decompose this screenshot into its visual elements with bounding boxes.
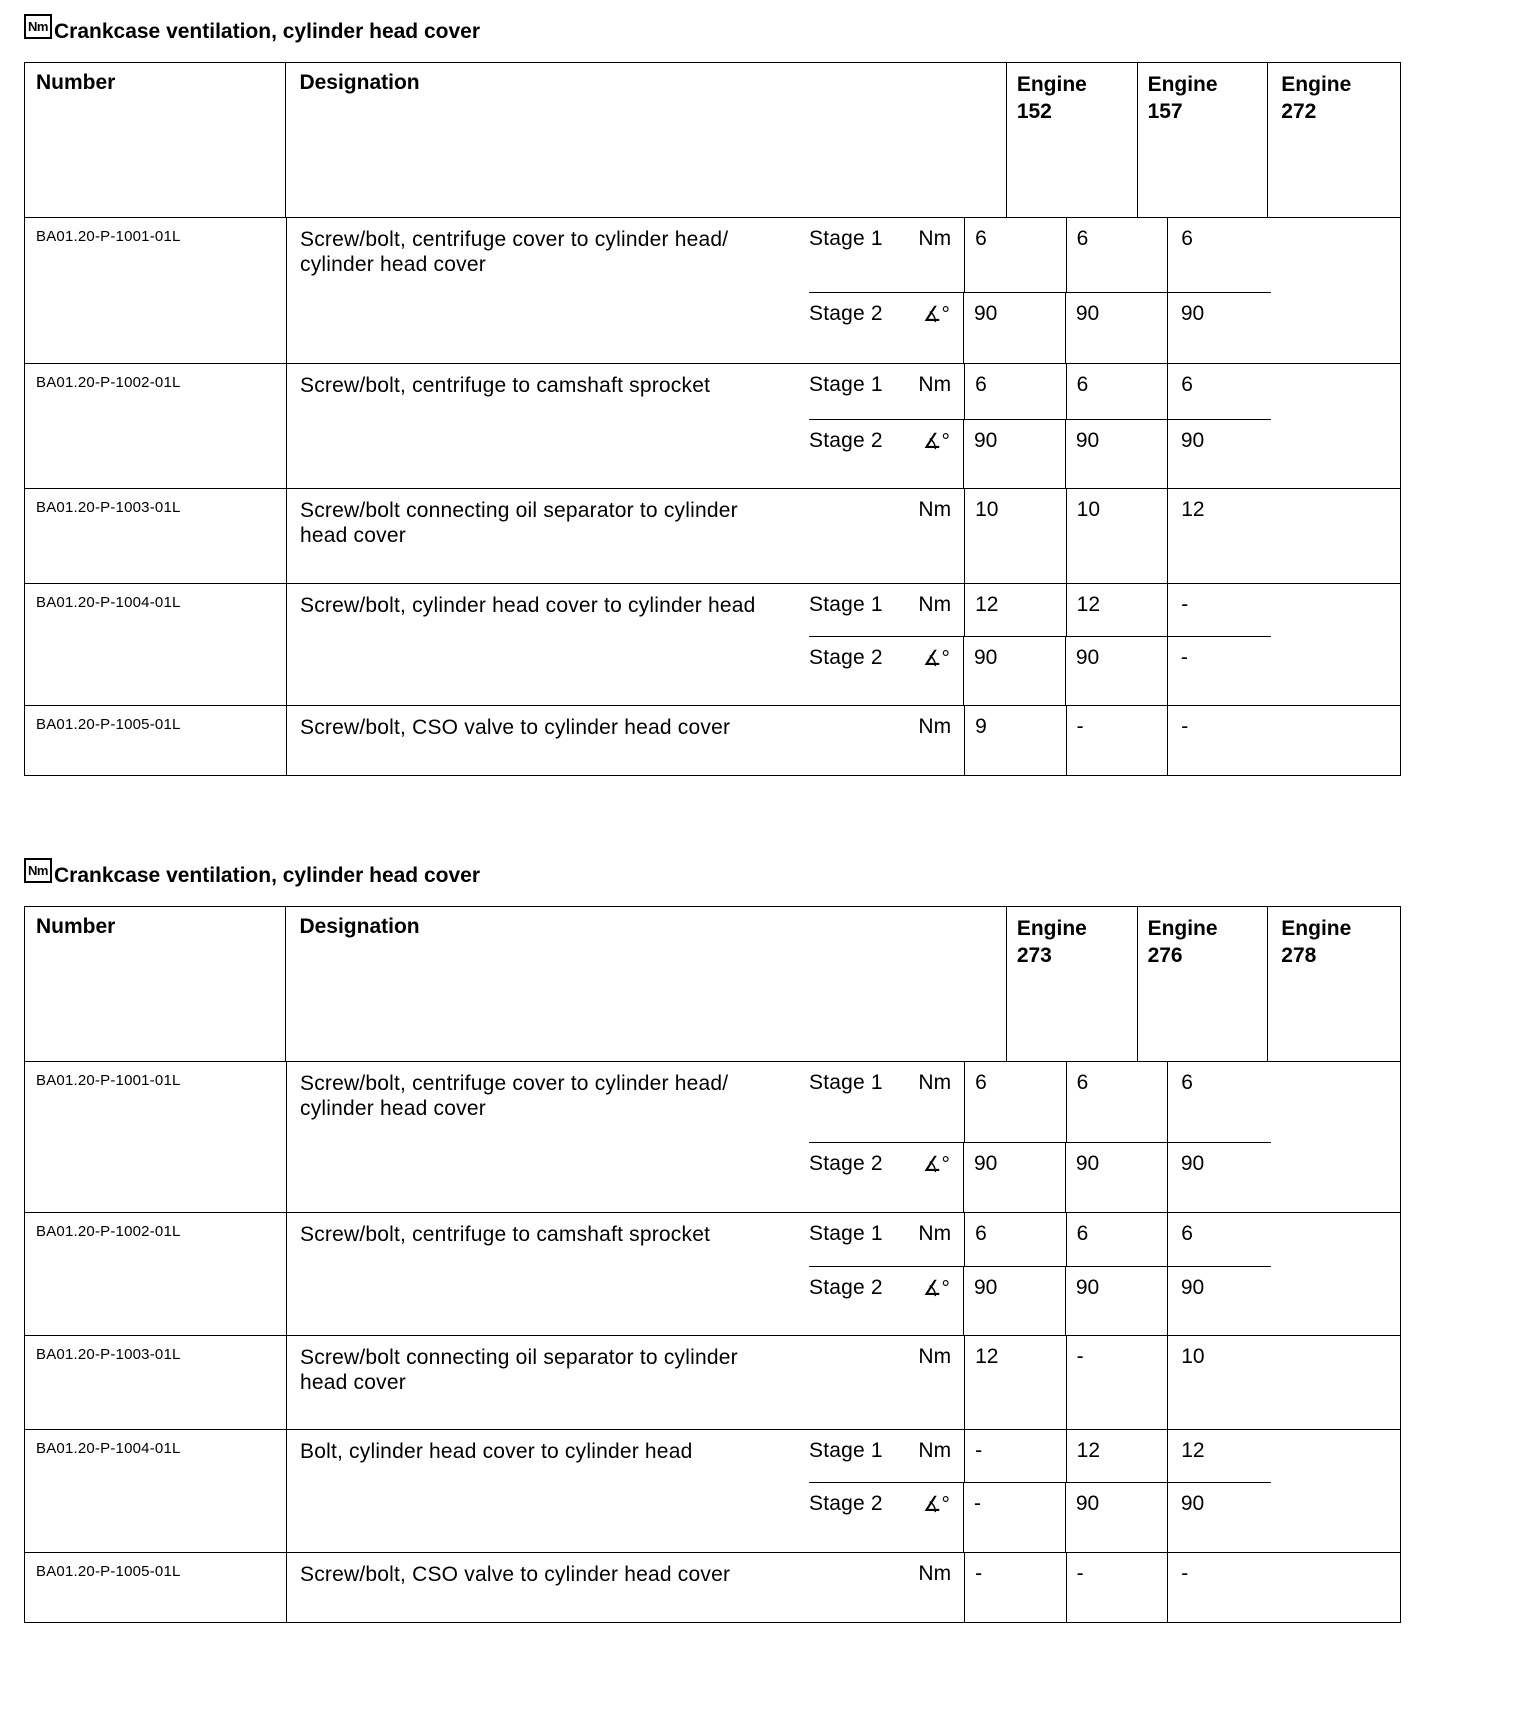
stage-label: Stage 2 — [809, 1275, 883, 1299]
header-designation: Designation — [286, 907, 1006, 1061]
designation — [287, 1213, 809, 1335]
angle-unit-icon: ∡° — [919, 1267, 964, 1335]
torque-table — [24, 62, 1401, 776]
value-engine-278: 6 — [1181, 1071, 1193, 1094]
designation-line: head cover — [300, 1371, 406, 1394]
value-engine-157: 6 — [1067, 218, 1169, 292]
designation-line: Screw/bolt, centrifuge to camshaft sprocket — [300, 1223, 711, 1246]
value-engine-276: 90 — [1066, 1143, 1168, 1212]
part-number: BA01.20-P-1004-01L — [25, 584, 287, 705]
value-engine-152: 12 — [965, 584, 1067, 636]
designation — [287, 706, 809, 775]
stage-label: Stage 1 — [809, 227, 883, 250]
designation-line: cylinder head cover — [300, 253, 486, 276]
designation-line: Screw/bolt, centrifuge to camshaft sprocket — [300, 374, 711, 397]
torque-unit: Nm — [918, 1553, 965, 1622]
nm-torque-icon: Nm — [24, 858, 52, 883]
value-engine-273: - — [965, 1553, 1067, 1622]
stage-row — [809, 218, 1271, 293]
stage-label: Stage 2 — [809, 302, 883, 326]
stage-row — [809, 1062, 1271, 1143]
table-row — [25, 1062, 1400, 1213]
header-engine-278 — [1268, 907, 1400, 1061]
table-row — [25, 584, 1400, 706]
header-engine-152 — [1007, 63, 1138, 217]
part-number: BA01.20-P-1002-01L — [25, 1213, 287, 1335]
value-engine-276: - — [1067, 1553, 1169, 1622]
part-number: BA01.20-P-1001-01L — [25, 1062, 287, 1212]
designation — [287, 584, 809, 705]
table-row — [25, 1430, 1400, 1553]
value-engine-152: 9 — [965, 706, 1067, 775]
value-engine-276: 90 — [1066, 1483, 1168, 1552]
stage-values — [809, 364, 1271, 488]
designation — [287, 218, 809, 363]
table-row — [25, 1336, 1400, 1430]
header-engine-label: Engine — [1147, 73, 1218, 96]
value-engine-157: 10 — [1067, 489, 1169, 583]
angle-unit-icon: ∡° — [919, 1143, 964, 1212]
value-engine-278: - — [1181, 1562, 1189, 1585]
designation-line: Screw/bolt connecting oil separator to cylinder — [300, 499, 738, 522]
stage-label: Stage 1 — [809, 1222, 883, 1245]
header-engine-157 — [1138, 63, 1269, 217]
value-engine-272: - — [1181, 715, 1189, 738]
stage-row — [809, 420, 1271, 488]
torque-unit: Nm — [918, 489, 965, 583]
stage-row — [809, 1336, 1271, 1429]
stage-row — [809, 1267, 1271, 1335]
header-engine-276 — [1138, 907, 1269, 1061]
designation — [287, 1336, 809, 1429]
torque-unit: Nm — [918, 218, 965, 292]
stage-label: Stage 2 — [809, 428, 883, 452]
stage-row — [809, 706, 1271, 775]
stage-values — [809, 706, 1271, 775]
value-engine-272: - — [1181, 593, 1189, 616]
stage-row — [809, 1213, 1271, 1267]
stage-label: Stage 1 — [809, 373, 883, 396]
value-engine-273: 6 — [965, 1213, 1067, 1266]
section-title — [24, 858, 1401, 906]
stage-values — [809, 1213, 1271, 1335]
part-number: BA01.20-P-1003-01L — [25, 1336, 287, 1429]
value-engine-272: 6 — [1181, 227, 1193, 250]
torque-unit: Nm — [918, 364, 965, 419]
angle-unit-icon: ∡° — [919, 1483, 964, 1552]
value-engine-276: 90 — [1066, 1267, 1168, 1335]
value-engine-278: 6 — [1181, 1222, 1193, 1245]
section-title — [24, 14, 1401, 62]
part-number: BA01.20-P-1005-01L — [25, 706, 287, 775]
value-engine-278: 12 — [1181, 1439, 1205, 1462]
value-engine-157: 12 — [1067, 584, 1169, 636]
section-title-text: Crankcase ventilation, cylinder head cover — [54, 864, 481, 887]
header-number: Number — [25, 63, 286, 217]
stage-label: Stage 2 — [809, 1491, 883, 1515]
table-row — [25, 218, 1400, 364]
stage-label: Stage 1 — [809, 593, 883, 616]
stage-values — [809, 1553, 1271, 1622]
value-engine-152: 10 — [965, 489, 1067, 583]
value-engine-152: 90 — [964, 637, 1066, 705]
value-engine-272: 90 — [1180, 302, 1205, 326]
header-engine-label: Engine — [1016, 73, 1087, 96]
stage-label — [809, 1336, 918, 1429]
angle-unit-icon: ∡° — [919, 637, 964, 705]
value-engine-152: 90 — [964, 293, 1066, 363]
header-engine-number: 157 — [1147, 100, 1183, 123]
value-engine-276: 6 — [1067, 1213, 1169, 1266]
torque-unit: Nm — [918, 706, 965, 775]
part-number: BA01.20-P-1001-01L — [25, 218, 287, 363]
stage-row — [809, 637, 1271, 705]
value-engine-152: 6 — [965, 218, 1067, 292]
designation-line: Screw/bolt connecting oil separator to cylinder — [300, 1346, 738, 1369]
torque-unit: Nm — [918, 584, 965, 636]
torque-unit: Nm — [918, 1213, 965, 1266]
part-number: BA01.20-P-1005-01L — [25, 1553, 287, 1622]
stage-label: Stage 1 — [809, 1439, 883, 1462]
value-engine-276: - — [1067, 1336, 1169, 1429]
nm-torque-icon: Nm — [24, 14, 52, 39]
value-engine-278: 10 — [1181, 1345, 1205, 1368]
part-number: BA01.20-P-1003-01L — [25, 489, 287, 583]
designation — [287, 364, 809, 488]
value-engine-272: - — [1180, 645, 1188, 669]
value-engine-278: 90 — [1180, 1152, 1205, 1176]
torque-unit: Nm — [918, 1336, 965, 1429]
header-engine-label: Engine — [1147, 917, 1218, 940]
header-engine-number: 276 — [1147, 944, 1183, 967]
stage-row — [809, 1483, 1271, 1552]
section-title-text: Crankcase ventilation, cylinder head cover — [54, 20, 481, 43]
value-engine-272: 90 — [1180, 428, 1205, 452]
stage-label — [809, 706, 918, 775]
table-row — [25, 364, 1400, 489]
stage-values — [809, 489, 1271, 583]
stage-row — [809, 1143, 1271, 1212]
stage-row — [809, 584, 1271, 637]
value-engine-157: 90 — [1066, 420, 1168, 488]
value-engine-273: 12 — [965, 1336, 1067, 1429]
part-number: BA01.20-P-1004-01L — [25, 1430, 287, 1552]
value-engine-152: 90 — [964, 420, 1066, 488]
angle-unit-icon: ∡° — [919, 420, 964, 488]
header-engine-number: 272 — [1281, 100, 1317, 123]
table-header-row — [25, 63, 1400, 218]
header-engine-number: 152 — [1016, 100, 1052, 123]
value-engine-157: 6 — [1067, 364, 1169, 419]
designation-line: Screw/bolt, CSO valve to cylinder head cover — [300, 716, 731, 739]
stage-row — [809, 489, 1271, 583]
torque-section — [24, 858, 1401, 1623]
designation — [287, 1062, 809, 1212]
header-engine-number: 278 — [1281, 944, 1317, 967]
designation-line: Screw/bolt, cylinder head cover to cylinder head — [300, 594, 756, 617]
value-engine-273: - — [965, 1430, 1067, 1482]
header-designation: Designation — [286, 63, 1006, 217]
stage-label: Stage 2 — [809, 1152, 883, 1176]
stage-row — [809, 364, 1271, 420]
value-engine-278: 90 — [1180, 1275, 1205, 1299]
value-engine-273: 90 — [964, 1143, 1066, 1212]
value-engine-157: 90 — [1066, 637, 1168, 705]
torque-section — [24, 14, 1401, 776]
stage-label: Stage 2 — [809, 645, 883, 669]
value-engine-157: - — [1067, 706, 1169, 775]
designation-line: Screw/bolt, centrifuge cover to cylinder head/ — [300, 228, 729, 251]
stage-values — [809, 1336, 1271, 1429]
stage-row — [809, 1553, 1271, 1622]
value-engine-273: 90 — [964, 1267, 1066, 1335]
designation-line: head cover — [300, 524, 406, 547]
header-engine-label: Engine — [1281, 917, 1352, 940]
torque-table — [24, 906, 1401, 1623]
value-engine-276: 6 — [1067, 1062, 1169, 1142]
table-row — [25, 1213, 1400, 1336]
value-engine-157: 90 — [1066, 293, 1168, 363]
table-row — [25, 706, 1400, 775]
header-engine-273 — [1007, 907, 1138, 1061]
designation — [287, 1430, 809, 1552]
stage-values — [809, 1430, 1271, 1552]
stage-row — [809, 293, 1271, 363]
table-row — [25, 489, 1400, 584]
stage-values — [809, 1062, 1271, 1212]
value-engine-272: 6 — [1181, 373, 1193, 396]
value-engine-152: 6 — [965, 364, 1067, 419]
header-engine-label: Engine — [1016, 917, 1087, 940]
torque-unit: Nm — [918, 1062, 965, 1142]
part-number: BA01.20-P-1002-01L — [25, 364, 287, 488]
stage-values — [809, 584, 1271, 705]
designation-line: Screw/bolt, CSO valve to cylinder head cover — [300, 1563, 731, 1586]
stage-values — [809, 218, 1271, 363]
value-engine-273: 6 — [965, 1062, 1067, 1142]
header-engine-number: 273 — [1016, 944, 1052, 967]
header-number: Number — [25, 907, 286, 1061]
stage-label — [809, 1553, 918, 1622]
value-engine-276: 12 — [1067, 1430, 1169, 1482]
table-row — [25, 1553, 1400, 1622]
table-header-row — [25, 907, 1400, 1062]
value-engine-278: 90 — [1180, 1491, 1205, 1515]
designation-line: Screw/bolt, centrifuge cover to cylinder head/ — [300, 1072, 729, 1095]
stage-label — [809, 489, 918, 583]
designation-line: Bolt, cylinder head cover to cylinder head — [300, 1440, 693, 1463]
stage-label: Stage 1 — [809, 1071, 883, 1094]
header-engine-label: Engine — [1281, 73, 1352, 96]
header-engine-272 — [1268, 63, 1400, 217]
value-engine-273: - — [964, 1483, 1066, 1552]
value-engine-272: 12 — [1181, 498, 1205, 521]
designation-line: cylinder head cover — [300, 1097, 486, 1120]
designation — [287, 1553, 809, 1622]
torque-unit: Nm — [918, 1430, 965, 1482]
designation — [287, 489, 809, 583]
angle-unit-icon: ∡° — [919, 293, 964, 363]
stage-row — [809, 1430, 1271, 1483]
